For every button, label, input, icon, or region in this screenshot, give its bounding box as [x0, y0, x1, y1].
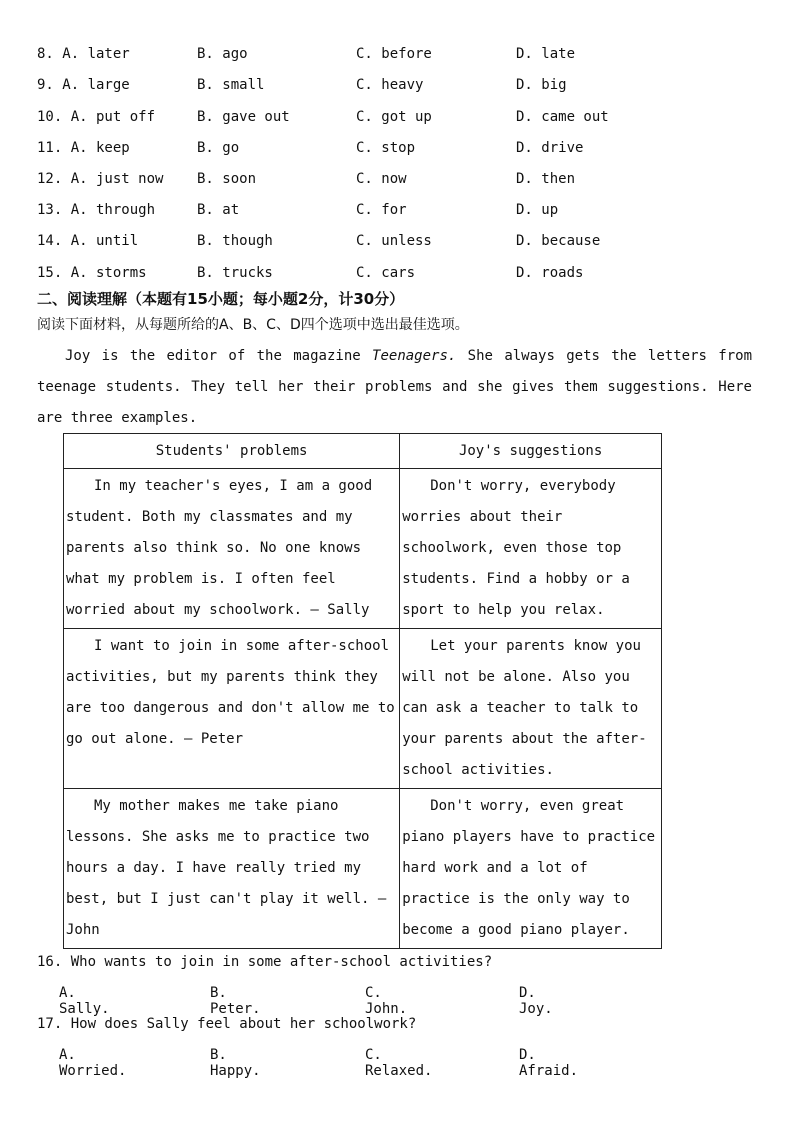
- option-d: D. roads: [516, 265, 584, 281]
- option-a: 15. A. storms: [37, 265, 147, 281]
- option-a: 9. A. large: [37, 77, 130, 93]
- option-d: D. Afraid.: [519, 1047, 579, 1079]
- option-d: D. then: [516, 171, 576, 187]
- option-d: D. because: [516, 233, 601, 249]
- problems-suggestions-table: [63, 433, 662, 949]
- option-b: B. though: [197, 233, 273, 249]
- option-d: D. Joy.: [519, 985, 553, 1017]
- option-a: 10. A. put off: [37, 109, 156, 125]
- passage-text-1: Joy is the editor of the magazine: [65, 348, 373, 364]
- option-b: B. trucks: [197, 265, 273, 281]
- option-b: B. Peter.: [210, 985, 261, 1017]
- option-c: C. Relaxed.: [365, 1047, 433, 1079]
- option-c: C. for: [356, 202, 407, 218]
- option-c: C. cars: [356, 265, 416, 281]
- suggestion-cell: Let your parents know you will not be alone. Also you can ask a teacher to talk to your parents about the after-school activities.: [400, 629, 662, 789]
- problem-cell: My mother makes me take piano lessons. She asks me to practice two hours a day. I have really tried my best, but I just can't play it well. — John: [64, 789, 400, 949]
- option-b: B. go: [197, 140, 240, 156]
- option-c: C. now: [356, 171, 407, 187]
- suggestion-cell: Don't worry, everybody worries about their schoolwork, even those top students. Find a hobby or a sport to help you relax.: [400, 469, 662, 629]
- question-16: 16. Who wants to join in some after-school activities?: [37, 954, 493, 970]
- option-b: B. at: [197, 202, 240, 218]
- problem-cell: In my teacher's eyes, I am a good student. Both my classmates and my parents also think so. No one knows what my problem is. I often feel worried about my schoolwork. — Sally: [64, 469, 400, 629]
- option-a: 14. A. until: [37, 233, 139, 249]
- magazine-title: Teenagers.: [372, 348, 457, 364]
- passage-text-2: She always gets the letters from teenage students. They tell her their problems and she gives them suggestions. Here are three examples.: [37, 348, 752, 426]
- option-c: C. heavy: [356, 77, 424, 93]
- option-b: B. Happy.: [210, 1047, 261, 1079]
- option-a: A. Sally.: [59, 985, 110, 1017]
- header-suggestions: Joy's suggestions: [400, 434, 662, 469]
- table-header-row: [64, 434, 662, 469]
- option-a: A. Worried.: [59, 1047, 127, 1079]
- table-row: [64, 789, 662, 949]
- question-17: 17. How does Sally feel about her schoolwork?: [37, 1016, 417, 1032]
- option-a: 12. A. just now: [37, 171, 164, 187]
- option-c: C. stop: [356, 140, 416, 156]
- option-a: 13. A. through: [37, 202, 156, 218]
- problem-cell: I want to join in some after-school activities, but my parents think they are too dangerous and don't allow me to go out alone. — Peter: [64, 629, 400, 789]
- option-d: D. big: [516, 77, 567, 93]
- passage-intro: [37, 341, 752, 434]
- option-a: 11. A. keep: [37, 140, 130, 156]
- option-d: D. came out: [516, 109, 609, 125]
- option-d: D. late: [516, 46, 576, 62]
- table-row: [64, 629, 662, 789]
- option-b: B. soon: [197, 171, 257, 187]
- table-row: [64, 469, 662, 629]
- option-c: C. got up: [356, 109, 432, 125]
- suggestion-cell: Don't worry, even great piano players have to practice hard work and a lot of practice is the only way to become a good piano player.: [400, 789, 662, 949]
- option-d: D. drive: [516, 140, 584, 156]
- option-c: C. unless: [356, 233, 432, 249]
- option-b: B. ago: [197, 46, 248, 62]
- option-b: B. gave out: [197, 109, 290, 125]
- option-d: D. up: [516, 202, 559, 218]
- option-c: C. John.: [365, 985, 408, 1017]
- header-problems: Students' problems: [64, 434, 400, 469]
- section-title: 二、阅读理解（本题有15小题；每小题2分，计30分）: [37, 290, 405, 308]
- section-instruction: 阅读下面材料，从每题所给的A、B、C、D四个选项中选出最佳选项。: [37, 317, 469, 333]
- option-a: 8. A. later: [37, 46, 130, 62]
- option-b: B. small: [197, 77, 265, 93]
- option-c: C. before: [356, 46, 432, 62]
